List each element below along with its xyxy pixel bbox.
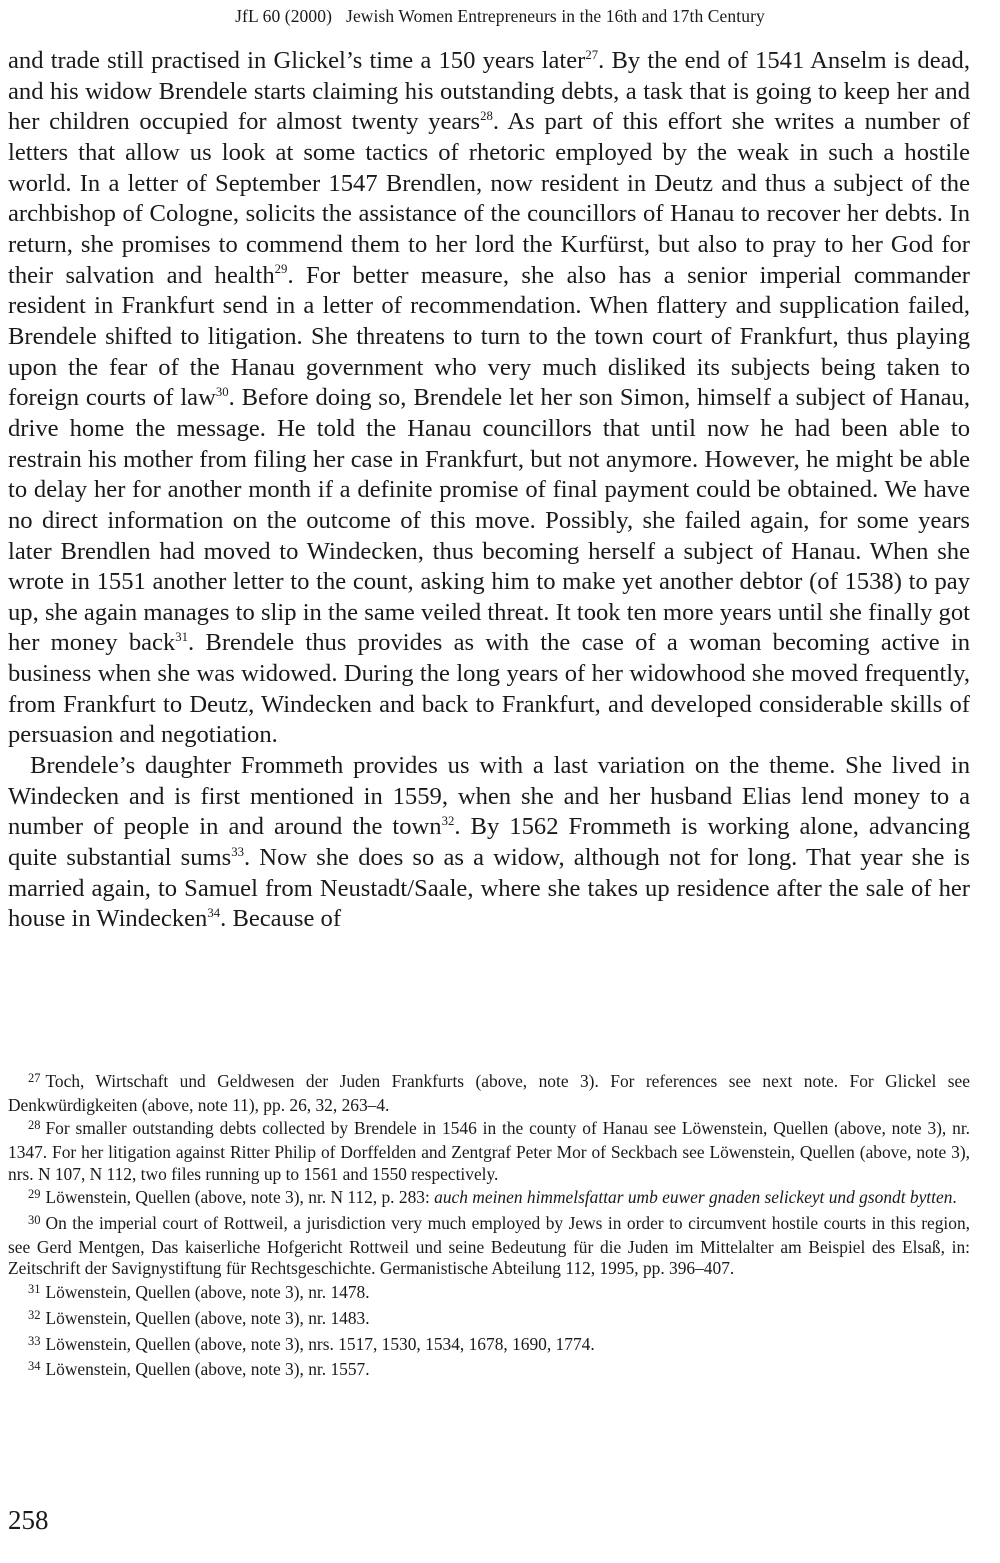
footnote <box>8 1213 970 1280</box>
footnote <box>8 1071 970 1116</box>
footnote-text: Löwenstein, Quellen (above, note 3), nr. 1478. <box>45 1282 370 1303</box>
footnote-ref-27[interactable]: 27 <box>585 47 599 62</box>
footnote-number: 31 <box>28 1282 41 1297</box>
footnote <box>8 1359 970 1383</box>
footnote-ref-31[interactable]: 31 <box>175 630 189 645</box>
footnote-number: 32 <box>28 1307 41 1322</box>
journal-citation: JfL 60 (2000) <box>235 6 333 26</box>
footnote-text: Toch, Wirtschaft und Geldwesen der Juden Frankfurts (above, note 3). For references see next note. For Glickel see Denkwürdigkeiten (above, note 11), pp. 26, 32, 263–4. <box>8 1071 970 1115</box>
footnote-ref-32[interactable]: 32 <box>441 814 455 829</box>
footnote-text: On the imperial court of Rottweil, a jurisdiction very much employed by Jews in order to circumvent hostile courts in this region, see Gerd Mentgen, Das kaiserliche Hofgericht Rottweil und seine Bedeutung für die Juden im Mittelalter am Beispiel des Elsaß, in: Zeitschrift der Savignystiftung für Rechtsgeschichte. Germanistische Abteilung 112, 1995, pp. 396–407. <box>8 1213 970 1279</box>
page-number: 258 <box>8 1505 49 1535</box>
footnote-number: 34 <box>28 1359 41 1374</box>
footnote-ref-30[interactable]: 30 <box>215 385 229 400</box>
footnote: $^{29}$ Löwenstein, Quellen (above, note 3), nr. N 112, p. 283: auch meinen himmelsfattar umb euwer gnaden selickeyt und gsondt bytten. <box>28 1187 957 1208</box>
footnote-text: Löwenstein, Quellen (above, note 3), nrs. 1517, 1530, 1534, 1678, 1690, 1774. <box>45 1333 595 1354</box>
footnote-number: 33 <box>28 1333 41 1348</box>
footnote <box>8 1282 970 1306</box>
footnote-ref-29[interactable]: 29 <box>274 262 288 277</box>
footnote-text: For smaller outstanding debts collected by Brendele in 1546 in the county of Hanau see Löwenstein, Quellen (above, note 3), nr. 1347. For her litigation against Ritter Philip of Dorffelden and Zentgraf Peter Mor of Seckbach see Löwenstein, Quellen (above, note 3), nrs. N 107, N 112, two files running up to 1561 and 1550 respectively. <box>8 1118 970 1184</box>
footnote-text: Löwenstein, Quellen (above, note 3), nr. 1483. <box>45 1307 370 1328</box>
footnote-number: 27 <box>28 1071 41 1085</box>
footnote-quote: auch meinen himmelsfattar umb euwer gnaden selickeyt und gsondt bytten <box>434 1187 953 1208</box>
footnote-ref-34[interactable]: 34 <box>207 906 221 921</box>
footnote <box>8 1118 970 1185</box>
footnote <box>8 1334 970 1358</box>
footnote-ref-28[interactable]: 28 <box>480 109 493 124</box>
footnotes <box>8 1071 970 1385</box>
paragraph-2: Brendele’s daughter Frommeth provides us with a last variation on the theme. She lived in Windecken and is first mentioned in 1559, when she and her husband Elias lend money to a number of people in and around the town$^{32}$. By 1562 Frommeth is working alone, advancing quite substantial sums$^{33}$. Now she does so as a widow, although not for long. That year she is married again, to Samuel from Neustadt/Saale, where she takes up residence after the sale of her house in Windecken$^{34}$. Because of <box>8 752 970 933</box>
footnote-number: 30 <box>28 1213 41 1228</box>
footnote-ref-33[interactable]: 33 <box>231 844 245 859</box>
footnote-number: 28 <box>28 1118 41 1133</box>
footnote-number: 29 <box>28 1187 41 1202</box>
paragraph-1: and trade still practised in Glickel’s time a 150 years later$^{27}$. By the end of 1541 Anselm is dead, and his widow Brendele starts claiming his outstanding debts, a task that is going to keep her and her children occupied for almost twenty years$^{28}$. As part of this effort she writes a number of letters that allow us look at some tactics of rhetoric employed by the weak in such a hostile world. In a letter of September 1547 Brendlen, now resident in Deutz and thus a subject of the archbishop of Cologne, solicits the assistance of the councillors of Hanau to recover her debts. In return, she promises to commend them to her lord the Kurfürst, but also to pray to her God for their salvation and health$^{29}$. For better measure, she also has a senior imperial commander resident in Frankfurt send in a letter of recommendation. When flattery and supplication failed, Brendele shifted to litigation. She threatens to turn to the town court of Frankfurt, thus playing upon the fear of the Hanau government who very much disliked its subjects being taken to foreign courts of law$^{30}$. Before doing so, Brendele let her son Simon, himself a subject of Hanau, drive home the message. He told the Hanau councillors that until now he had been able to restrain his mother from filing her case in Frankfurt, but not anymore. However, he might be able to delay her for another month if a definite promise of final payment could be obtained. We have no direct information on the outcome of this move. Possibly, she failed again, for some years later Brendlen had moved to Windecken, thus becoming herself a subject of Hanau. When she wrote in 1551 another letter to the count, asking him to make yet another debtor (of 1538) to pay up, she again manages to slip in the same veiled threat. It took ten more years until she finally got her money back$^{31}$. Brendele thus provides as with the case of a woman becoming active in business when she was widowed. During the long years of her widowhood she moved frequently, from Frankfurt to Deutz, Windecken and back to Frankfurt, and developed considerable skills of persuasion and negotiation. <box>8 47 970 749</box>
body-text <box>8 46 970 935</box>
article-title: Jewish Women Entrepreneurs in the 16th and 17th Century <box>346 6 765 26</box>
footnote <box>8 1308 970 1332</box>
running-head <box>0 6 1000 27</box>
footnote-text: Löwenstein, Quellen (above, note 3), nr. 1557. <box>45 1359 370 1380</box>
footnote-text: Löwenstein, Quellen (above, note 3), nr. N 112, p. 283: <box>45 1187 435 1208</box>
